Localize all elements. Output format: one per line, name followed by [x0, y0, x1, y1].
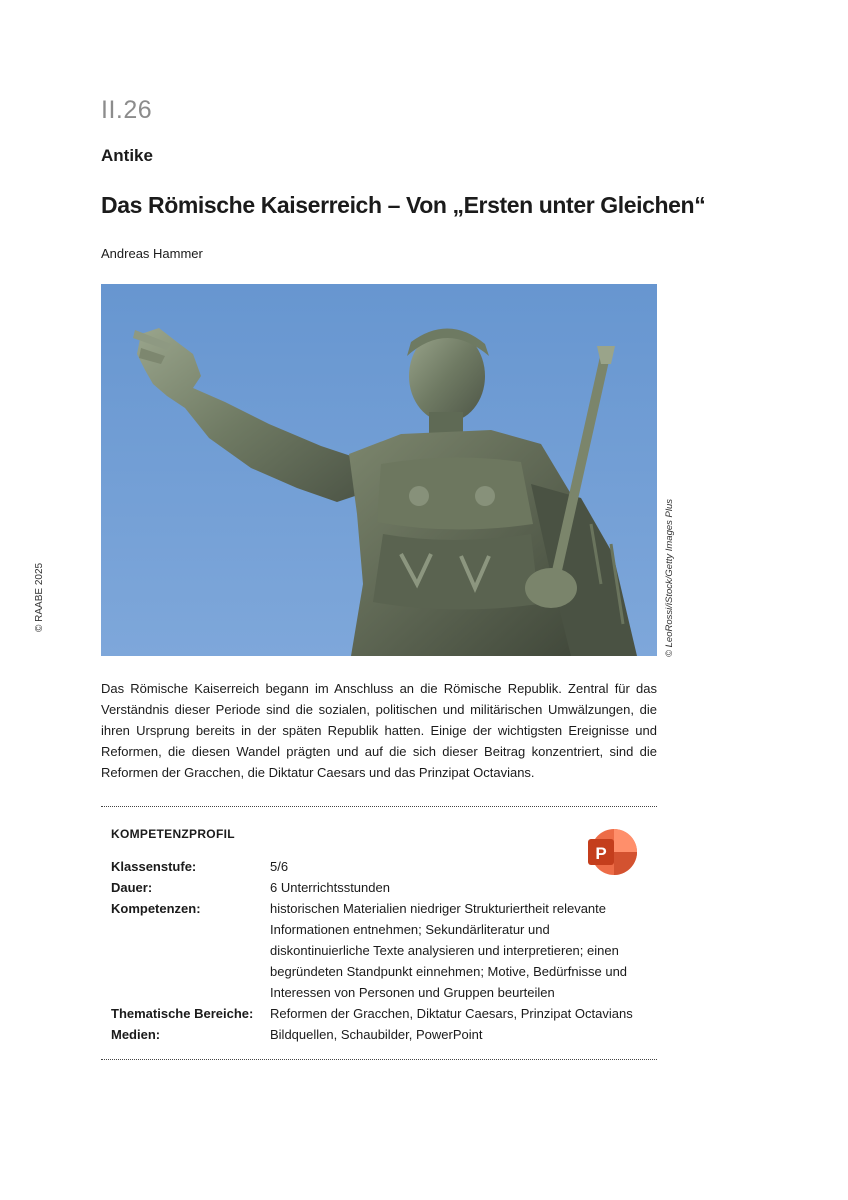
photo-credit: © LeoRossi/iStock/Getty Images Plus	[664, 498, 675, 657]
intro-paragraph: Das Römische Kaiserreich begann im Anschluss an die Römische Republik. Zentral für das Verständnis dieser Periode sind die sozialen, politischen und militärischen Umwälzungen, die ihren Ursprung bereits in der späten Republik hatten. Einige der wichtigsten Ereignisse und Reformen, die diesen Wandel prägten und auf die sich dieser Beitrag konzentriert, sind die Reformen der Gracchen, die Diktatur Caesars und das Prinzipat Octavians.	[101, 681, 657, 780]
profile-row-thematische-bereiche	[111, 1003, 641, 1024]
author: Andreas Hammer	[101, 246, 203, 261]
divider-bottom	[101, 1059, 657, 1060]
profile-row-medien	[111, 1024, 641, 1045]
powerpoint-letter: P	[595, 844, 607, 863]
row-label: Medien:	[111, 1027, 161, 1042]
row-value: Reformen der Gracchen, Diktatur Caesars, Prinzipat Octavians	[270, 1006, 633, 1021]
divider-top	[101, 806, 657, 807]
row-value: 5/6	[270, 859, 289, 874]
profile-table	[111, 856, 641, 1045]
profile-row-klassenstufe	[111, 856, 641, 877]
side-copyright: © RAABE 2025	[34, 562, 45, 632]
row-value: historischen Materialien niedriger Strukturiertheit relevante Informationen entnehmen; Sekundärliteratur und diskontinuierliche Texte analysieren und interpretieren; einen begründeten Standpunkt einnehmen; Motive, Bedürfnisse und Interessen von Personen und Gruppen beurteilen	[270, 901, 628, 1000]
row-label: Kompetenzen:	[111, 901, 201, 916]
section-label: Antike	[101, 146, 153, 165]
row-value: Bildquellen, Schaubilder, PowerPoint	[270, 1027, 483, 1042]
profile-row-kompetenzen	[111, 898, 641, 1003]
page-title: Das Römische Kaiserreich – Von „Ersten unter Gleichen“	[101, 192, 706, 218]
chapter-number: II.26	[101, 96, 153, 124]
profile-heading: KOMPETENZPROFIL	[111, 827, 235, 841]
row-label: Dauer:	[111, 880, 153, 895]
profile-row-dauer	[111, 877, 641, 898]
row-value: 6 Unterrichtsstunden	[270, 880, 390, 895]
row-label: Klassenstufe:	[111, 859, 197, 874]
augustus-statue-image	[101, 284, 657, 656]
statue-photo	[101, 284, 657, 656]
row-label: Thematische Bereiche:	[111, 1006, 254, 1021]
